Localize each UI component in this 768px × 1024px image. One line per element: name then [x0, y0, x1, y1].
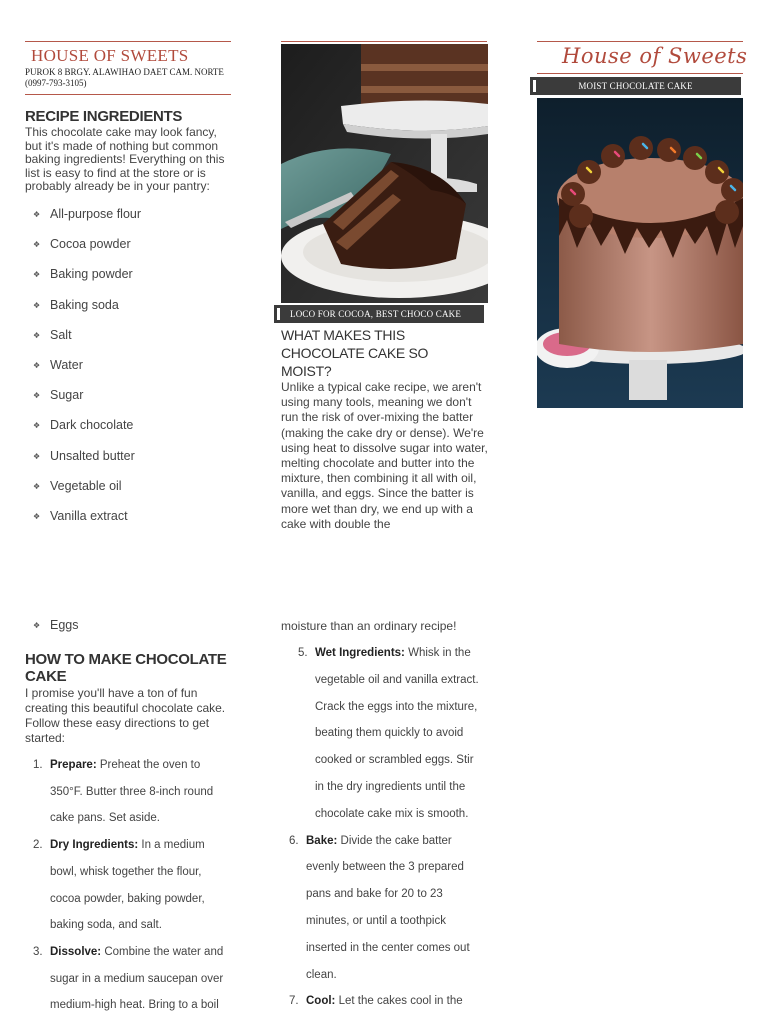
step-text: bowl, whisk together the flour, — [50, 865, 202, 878]
caption-notch — [533, 80, 536, 92]
step-text: cake pans. Set aside. — [50, 812, 160, 825]
step-title: Cool: — [306, 995, 336, 1008]
ingredient-label: Salt — [50, 327, 72, 342]
step-item-continuation — [306, 861, 464, 873]
ingredient-item — [33, 418, 133, 432]
step-text: sugar in a medium saucepan over — [50, 972, 224, 985]
step-item-continuation — [50, 973, 223, 985]
step-item-continuation — [50, 812, 160, 824]
ingredients-intro: This chocolate cake may look fancy, but it's made of nothing but common baking ingredients! Everything on this list is easy to find at the store or is probably already be in your pantry: — [25, 125, 225, 193]
step-title: Bake: — [306, 834, 338, 847]
step-text: In a medium — [141, 839, 205, 852]
cake-slice-photo — [281, 44, 488, 303]
ingredient-label: Baking soda — [50, 297, 119, 312]
howto-heading-line2: CAKE — [25, 668, 67, 685]
step-item-continuation — [315, 781, 465, 793]
step-item-continuation — [306, 969, 337, 981]
step-text: Let the cakes cool in the — [338, 995, 463, 1008]
step-item-continuation — [50, 919, 162, 931]
step-number: 5. — [298, 647, 308, 659]
step-item-continuation — [315, 754, 474, 766]
ingredient-label: Vanilla extract — [50, 509, 128, 523]
col3-top-rule — [537, 41, 743, 42]
diamond-bullet-icon: ❖ — [33, 391, 41, 401]
ingredient-item — [33, 267, 133, 281]
ingredient-item — [33, 388, 83, 402]
diamond-bullet-icon: ❖ — [33, 300, 41, 310]
step-text: clean. — [306, 968, 337, 981]
ingredient-item — [33, 618, 79, 632]
brand-address: PUROK 8 BRGY. ALAWIHAO DAET CAM. NORTE (0997-793-3105) — [25, 67, 224, 88]
step-text: Combine the water and — [104, 945, 224, 958]
step-item-continuation — [315, 727, 463, 739]
diamond-bullet-icon: ❖ — [33, 421, 41, 431]
top-rule — [25, 41, 231, 42]
step-item — [298, 647, 471, 659]
howto-heading-line1: HOW TO MAKE CHOCOLATE — [25, 651, 227, 668]
ingredients-heading: RECIPE INGREDIENTS — [25, 108, 183, 125]
diamond-bullet-icon: ❖ — [33, 451, 41, 461]
ingredient-label: Water — [50, 358, 83, 372]
step-text: in the dry ingredients until the — [315, 781, 466, 793]
step-title: Dry Ingredients: — [50, 839, 139, 852]
step-title: Dissolve: — [50, 945, 102, 958]
step-item — [289, 995, 463, 1008]
ingredient-item — [33, 479, 122, 493]
address-rule — [25, 94, 231, 95]
step-item-continuation — [50, 786, 213, 798]
step-text: cooked or scrambled eggs. Stir — [315, 754, 474, 767]
step-title: Prepare: — [50, 759, 97, 771]
ingredient-label: Sugar — [50, 388, 84, 403]
diamond-bullet-icon: ❖ — [33, 481, 41, 491]
step-text: vegetable oil and vanilla extract. — [315, 673, 479, 686]
step-number: 7. — [289, 995, 299, 1008]
ingredient-label: Vegetable oil — [50, 478, 122, 493]
step-text: cocoa powder, baking powder, — [50, 892, 205, 905]
step-text: inserted in the center comes out — [306, 941, 470, 954]
diamond-bullet-icon: ❖ — [33, 210, 41, 219]
step-text: Divide the cake batter — [340, 834, 452, 847]
step-text: baking soda, and salt. — [50, 919, 162, 932]
ingredient-item — [33, 449, 135, 463]
step-item — [33, 759, 201, 771]
whole-cake-illustration — [537, 98, 743, 408]
step-number: 3. — [33, 945, 43, 958]
howto-heading — [25, 651, 235, 685]
step-text: beating them quickly to avoid — [315, 727, 464, 740]
step-item-continuation — [306, 942, 470, 954]
ingredient-label: Unsalted butter — [50, 448, 135, 463]
ingredient-item — [33, 298, 119, 312]
whole-cake-photo — [537, 98, 743, 408]
diamond-bullet-icon: ❖ — [33, 621, 41, 630]
step-item-continuation — [315, 674, 479, 686]
step-item-continuation — [50, 893, 205, 905]
step-number: 2. — [33, 839, 43, 852]
ingredient-label: Dark chocolate — [50, 418, 134, 433]
step-text: chocolate cake mix is smooth. — [315, 807, 469, 820]
ingredient-label: Eggs — [50, 618, 79, 632]
col3-title-rule — [537, 73, 743, 74]
col3-caption-bar — [530, 77, 741, 95]
step-text: Whisk in the — [408, 647, 471, 659]
diamond-bullet-icon: ❖ — [33, 361, 41, 370]
step-item-continuation — [50, 999, 219, 1011]
step-text: pans and bake for 20 to 23 — [306, 888, 443, 901]
script-brand-title: House of Sweets — [562, 44, 748, 68]
step-item — [289, 834, 452, 847]
diamond-bullet-icon: ❖ — [33, 330, 41, 340]
col2-caption-bar — [274, 305, 484, 323]
ingredient-item — [33, 358, 83, 372]
step-item — [33, 839, 205, 852]
step-number: 6. — [289, 834, 299, 847]
moist-heading: WHAT MAKES THIS CHOCOLATE CAKE SO MOIST? — [281, 327, 429, 379]
step-item-continuation — [50, 866, 202, 878]
caption-notch — [277, 308, 280, 320]
howto-intro: I promise you'll have a ton of fun creating this beautiful chocolate cake. Follow these easy directions to get started: — [25, 686, 226, 745]
step-text: Preheat the oven to — [99, 759, 201, 771]
step-title: Wet Ingredients: — [315, 647, 405, 659]
step-item-continuation — [306, 915, 446, 927]
brand-title: HOUSE OF SWEETS — [31, 46, 189, 65]
moist-body-continued: moisture than an ordinary recipe! — [281, 619, 457, 633]
ingredient-label: Cocoa powder — [50, 237, 131, 252]
step-item-continuation — [306, 888, 443, 900]
step-text: medium-high heat. Bring to a boil — [50, 999, 219, 1012]
ingredient-label: Baking powder — [50, 267, 133, 282]
ingredient-item — [33, 207, 141, 221]
ingredient-item — [33, 237, 131, 251]
moist-body: Unlike a typical cake recipe, we aren't using many tools, meaning we don't run the risk of over-mixing the batter (making the cake dry or dense). We're using heat to dissolve sugar into water, melting chocolate and butter into the mixture, then combining it all with oil, vanilla, and eggs. Since the batter is more wet than dry, we end up with a cake with double the — [281, 380, 488, 531]
step-text: minutes, or until a toothpick — [306, 915, 446, 927]
diamond-bullet-icon: ❖ — [33, 240, 41, 250]
ingredient-label: All-purpose flour — [50, 207, 142, 221]
step-item-continuation — [315, 808, 468, 820]
col3-caption-text: MOIST CHOCOLATE CAKE — [578, 81, 693, 91]
step-item-continuation — [315, 701, 477, 713]
step-number: 1. — [33, 759, 43, 771]
diamond-bullet-icon: ❖ — [33, 270, 41, 280]
ingredient-item — [33, 328, 72, 342]
step-text: Crack the eggs into the mixture, — [315, 700, 478, 713]
cake-slice-illustration — [281, 44, 488, 303]
col2-caption-text: LOCO FOR COCOA, BEST CHOCO CAKE — [290, 309, 462, 319]
diamond-bullet-icon: ❖ — [33, 512, 41, 521]
col2-top-rule — [281, 41, 487, 42]
ingredient-item — [33, 509, 128, 523]
step-text: evenly between the 3 prepared — [306, 861, 464, 874]
step-item — [33, 945, 224, 958]
step-text: 350°F. Butter three 8-inch round — [50, 785, 214, 798]
